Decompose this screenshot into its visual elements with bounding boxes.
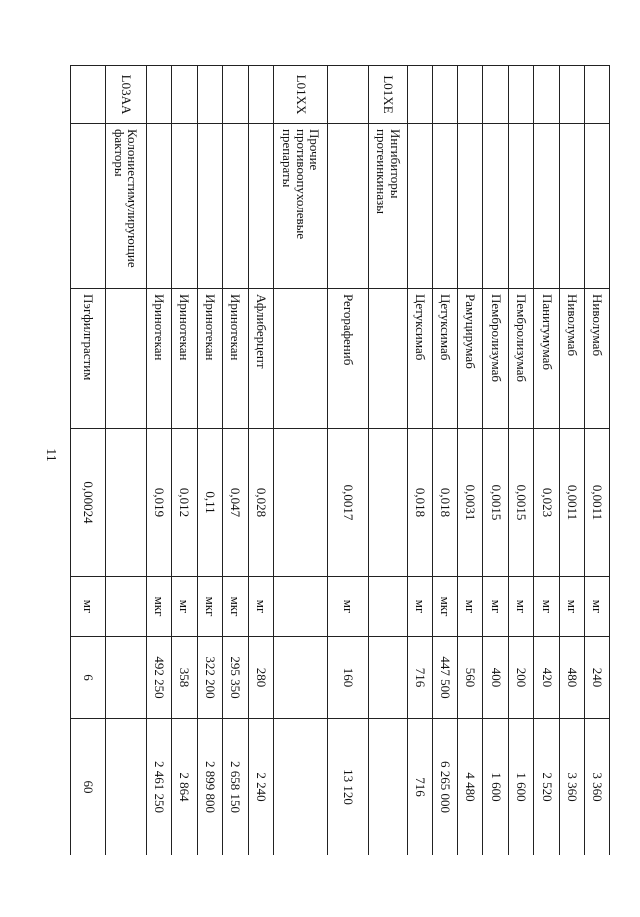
frequency-cell: 0,047 <box>223 429 249 577</box>
pharm-group-cell <box>248 124 274 289</box>
atc-code-cell <box>172 66 198 124</box>
frequency-cell: 0,0011 <box>559 429 585 577</box>
table-container <box>70 65 610 855</box>
course-dose-cell <box>369 719 408 856</box>
table-row <box>407 66 433 856</box>
table-row <box>457 66 483 856</box>
table-row <box>71 66 106 856</box>
dose-cell: 6 <box>71 637 106 719</box>
dose-cell: 420 <box>534 637 560 719</box>
course-dose-cell: 2 899 800 <box>197 719 223 856</box>
drug-name-cell: Иринотекан <box>197 289 223 429</box>
course-dose-cell: 1 600 <box>508 719 534 856</box>
atc-code-cell: L01XE <box>369 66 408 124</box>
pharm-group-cell <box>328 124 369 289</box>
unit-cell: мг <box>248 577 274 637</box>
unit-cell: мг <box>585 577 610 637</box>
frequency-cell: 0,00024 <box>71 429 106 577</box>
drug-name-cell: Иринотекан <box>223 289 249 429</box>
course-dose-cell: 2 864 <box>172 719 198 856</box>
table-row <box>248 66 274 856</box>
drug-name-cell: Цетуксимаб <box>407 289 433 429</box>
frequency-cell <box>369 429 408 577</box>
drug-name-cell <box>369 289 408 429</box>
table-row <box>105 66 146 856</box>
table-row <box>328 66 369 856</box>
unit-cell: мг <box>534 577 560 637</box>
table-row <box>483 66 509 856</box>
page-number: 11 <box>43 448 58 462</box>
pharm-group-cell <box>483 124 509 289</box>
atc-code-cell <box>71 66 106 124</box>
table-row <box>585 66 610 856</box>
atc-code-cell: L01XX <box>274 66 328 124</box>
table-row <box>146 66 172 856</box>
dose-cell: 160 <box>328 637 369 719</box>
atc-code-cell: L03AA <box>105 66 146 124</box>
drug-name-cell: Афлиберцепт <box>248 289 274 429</box>
pharm-group-cell: Колониестимулирующие факторы <box>105 124 146 289</box>
course-dose-cell: 716 <box>407 719 433 856</box>
pharm-group-cell <box>146 124 172 289</box>
table-row <box>508 66 534 856</box>
frequency-cell: 0,0015 <box>508 429 534 577</box>
atc-code-cell <box>508 66 534 124</box>
unit-cell: мг <box>172 577 198 637</box>
unit-cell: мг <box>559 577 585 637</box>
frequency-cell <box>105 429 146 577</box>
atc-code-cell <box>483 66 509 124</box>
drug-name-cell: Ниволумаб <box>559 289 585 429</box>
dose-cell: 322 200 <box>197 637 223 719</box>
frequency-cell: 0,019 <box>146 429 172 577</box>
frequency-cell <box>274 429 328 577</box>
dose-cell <box>274 637 328 719</box>
dose-cell: 480 <box>559 637 585 719</box>
frequency-cell: 0,0011 <box>585 429 610 577</box>
drug-name-cell: Цетуксимаб <box>433 289 458 429</box>
atc-code-cell <box>585 66 610 124</box>
pharm-group-cell <box>585 124 610 289</box>
table-row <box>559 66 585 856</box>
atc-code-cell <box>146 66 172 124</box>
course-dose-cell: 1 600 <box>483 719 509 856</box>
dose-cell: 716 <box>407 637 433 719</box>
frequency-cell: 0,012 <box>172 429 198 577</box>
dose-cell: 560 <box>457 637 483 719</box>
course-dose-cell: 4 480 <box>457 719 483 856</box>
drug-name-cell: Иринотекан <box>146 289 172 429</box>
drug-dosage-table <box>70 65 610 855</box>
drug-name-cell: Рамуцирумаб <box>457 289 483 429</box>
course-dose-cell: 2 240 <box>248 719 274 856</box>
pharm-group-cell <box>71 124 106 289</box>
unit-cell <box>105 577 146 637</box>
dose-cell: 358 <box>172 637 198 719</box>
frequency-cell: 0,023 <box>534 429 560 577</box>
dose-cell: 400 <box>483 637 509 719</box>
dose-cell <box>105 637 146 719</box>
unit-cell: мкг <box>146 577 172 637</box>
pharm-group-cell <box>559 124 585 289</box>
unit-cell: мг <box>508 577 534 637</box>
unit-cell: мкг <box>197 577 223 637</box>
course-dose-cell: 3 360 <box>585 719 610 856</box>
dose-cell: 492 250 <box>146 637 172 719</box>
drug-name-cell: Пембролизумаб <box>508 289 534 429</box>
table-body <box>71 66 610 856</box>
drug-name-cell: Панитумумаб <box>534 289 560 429</box>
frequency-cell: 0,018 <box>433 429 458 577</box>
pharm-group-cell <box>433 124 458 289</box>
unit-cell <box>274 577 328 637</box>
pharm-group-cell <box>457 124 483 289</box>
pharm-group-cell <box>407 124 433 289</box>
drug-name-cell: Пембролизумаб <box>483 289 509 429</box>
dose-cell: 200 <box>508 637 534 719</box>
drug-name-cell: Регорафениб <box>328 289 369 429</box>
dose-cell: 447 500 <box>433 637 458 719</box>
frequency-cell: 0,0017 <box>328 429 369 577</box>
frequency-cell: 0,018 <box>407 429 433 577</box>
pharm-group-cell: Прочие противоопухолевые препараты <box>274 124 328 289</box>
pharm-group-cell <box>172 124 198 289</box>
table-row <box>197 66 223 856</box>
unit-cell: мг <box>71 577 106 637</box>
table-row <box>172 66 198 856</box>
atc-code-cell <box>559 66 585 124</box>
course-dose-cell: 6 265 000 <box>433 719 458 856</box>
frequency-cell: 0,0031 <box>457 429 483 577</box>
rotated-table-wrapper <box>70 65 610 855</box>
unit-cell: мкг <box>223 577 249 637</box>
dose-cell <box>369 637 408 719</box>
atc-code-cell <box>457 66 483 124</box>
drug-name-cell <box>274 289 328 429</box>
unit-cell: мкг <box>433 577 458 637</box>
course-dose-cell <box>105 719 146 856</box>
course-dose-cell <box>274 719 328 856</box>
unit-cell <box>369 577 408 637</box>
table-row <box>369 66 408 856</box>
course-dose-cell: 2 520 <box>534 719 560 856</box>
drug-name-cell <box>105 289 146 429</box>
table-row <box>223 66 249 856</box>
course-dose-cell: 2 658 150 <box>223 719 249 856</box>
drug-name-cell: Ниволумаб <box>585 289 610 429</box>
frequency-cell: 0,11 <box>197 429 223 577</box>
atc-code-cell <box>433 66 458 124</box>
pharm-group-cell <box>197 124 223 289</box>
course-dose-cell: 13 120 <box>328 719 369 856</box>
unit-cell: мг <box>457 577 483 637</box>
atc-code-cell <box>407 66 433 124</box>
unit-cell: мг <box>483 577 509 637</box>
atc-code-cell <box>248 66 274 124</box>
unit-cell: мг <box>407 577 433 637</box>
frequency-cell: 0,0015 <box>483 429 509 577</box>
drug-name-cell: Иринотекан <box>172 289 198 429</box>
atc-code-cell <box>328 66 369 124</box>
drug-name-cell: Пэгфилграстим <box>71 289 106 429</box>
pharm-group-cell: Ингибиторы протеинкиназы <box>369 124 408 289</box>
course-dose-cell: 60 <box>71 719 106 856</box>
table-row <box>534 66 560 856</box>
table-row <box>274 66 328 856</box>
dose-cell: 295 350 <box>223 637 249 719</box>
unit-cell: мг <box>328 577 369 637</box>
atc-code-cell <box>534 66 560 124</box>
atc-code-cell <box>197 66 223 124</box>
course-dose-cell: 3 360 <box>559 719 585 856</box>
dose-cell: 280 <box>248 637 274 719</box>
pharm-group-cell <box>534 124 560 289</box>
pharm-group-cell <box>223 124 249 289</box>
course-dose-cell: 2 461 250 <box>146 719 172 856</box>
dose-cell: 240 <box>585 637 610 719</box>
pharm-group-cell <box>508 124 534 289</box>
table-row <box>433 66 458 856</box>
atc-code-cell <box>223 66 249 124</box>
frequency-cell: 0,028 <box>248 429 274 577</box>
